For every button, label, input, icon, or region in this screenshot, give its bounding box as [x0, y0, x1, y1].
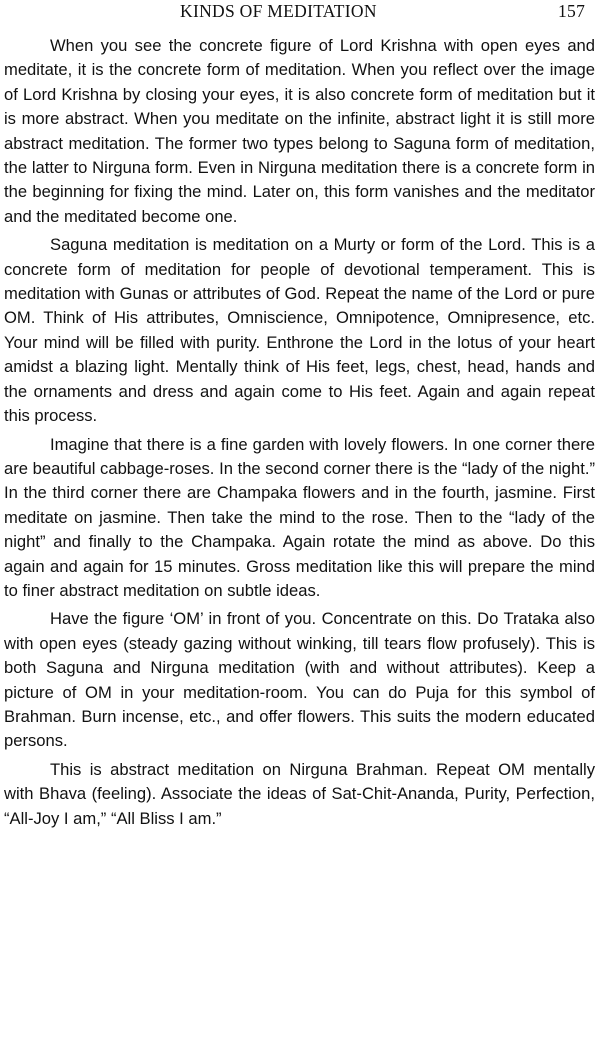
paragraph-nirguna-brahman: This is abstract meditation on Nirguna Brahman. Repeat OM mentally with Bhava (feeling). Associate the ideas of Sat-Chit-Ananda, Purity, Perfection, “All-Joy I am,” “All Bliss I am.” [4, 759, 595, 828]
running-title: KINDS OF MEDITATION [180, 1, 377, 21]
paragraph-garden-meditation: Imagine that there is a fine garden with lovely flowers. In one corner there are beautiful cabbage-roses. In the second corner there is the “lady of the night.” In the third corner there are Champaka flowers and in the fourth, jasmine. First meditate on jasmine. Then take the mind to the rose. Then to the “lady of the night” and finally to the Champaka. Again rotate the mind as above. Do this again and again for 15 minutes. Gross meditation like this will prepare the mind to finer abstract meditation on subtle ideas. [4, 434, 595, 600]
paragraph-concrete-abstract-meditation: When you see the concrete figure of Lord Krishna with open eyes and meditate, it is the concrete form of meditation. When you reflect over the image of Lord Krishna by closing your eyes, it is also concrete form of meditation but it is more abstract. When you meditate on the infinite, abstract light it is still more abstract meditation. The former two types belong to Saguna form of meditation, the latter to Nirguna form. Even in Nirguna meditation there is a concrete form in the beginning for fixing the mind. Later on, this form vanishes and the meditator and the meditated become one. [4, 36, 595, 226]
paragraph-saguna-meditation: Saguna meditation is meditation on a Murty or form of the Lord. This is a concrete form of meditation for people of devotional temperament. This is meditation with Gunas or attributes of God. Repeat the name of the Lord or pure OM. Think of His attributes, Omniscience, Omnipotence, Omnipresence, etc. Your mind will be filled with purity. Enthrone the Lord in the lotus of your heart amidst a blazing light. Mentally think of His feet, legs, chest, head, hands and the ornaments and dress and again come to His feet. Again and again repeat this process. [4, 235, 595, 426]
paragraph-om-figure: Have the figure ‘OM’ in front of you. Concentrate on this. Do Trataka also with open eyes (steady gazing without winking, till tears flow profusely). This is both Saguna and Nirguna meditation (with and without attributes). Keep a picture of OM in your meditation-room. You can do Puja for this symbol of Brahman. Burn incense, etc., and offer flowers. This suits the modern educated persons. [4, 609, 595, 751]
running-header [4, 0, 596, 30]
body-text [4, 34, 595, 835]
page-number: 157 [558, 1, 586, 21]
